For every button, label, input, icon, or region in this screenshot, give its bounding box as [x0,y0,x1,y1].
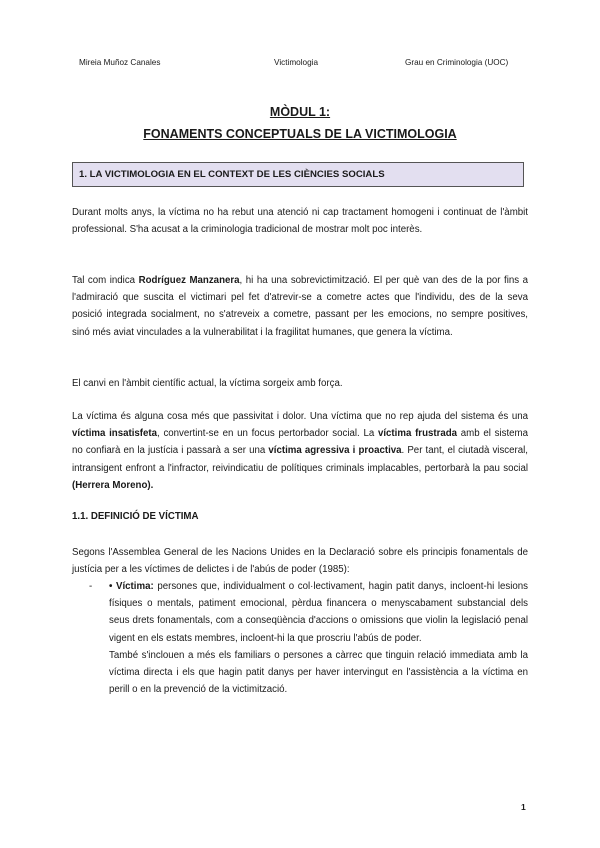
header-degree: Grau en Criminologia (UOC) [405,58,509,67]
p4-text-a: La víctima és alguna cosa més que passivitat i dolor. Una víctima que no rep ajuda del sistema és una [72,411,528,422]
list-item-term: • Víctima: [109,581,154,592]
p2-text-post: , hi ha una sobrevictimització. El per què van des de la por fins a l'admiració que suscita el victimari pel fet d'atrevir-se a cometre actes que l'individu, des de la seva posició integrada socialment, no s'atreveix a cometre, passant per les emocions, no sempre positives, sinó més aviat vinculades a la vulnerabilitat i la fragilitat humanes, que genera la víctima. [72,275,528,338]
list-item-text: persones que, individualment o col·lectivament, hagin patit danys, incloent-hi lesions físiques o mentals, patiment emocional, pèrdua financera o menyscabament substancial dels seus drets fonamentals, com a conseqüència d'accions o omissions que violin la legislació penal vigent en els estats membres, incloent-hi la que proscriu l'abús de poder. [109,581,528,644]
definition-list [89,578,528,698]
p4-text-g: . Per tant, el ciutadà visceral, intransigent enfront a l'infractor, reivindicatiu de polítiques criminals implacables, pertorbarà la pau social [72,445,528,474]
list-item-extension: També s'inclouen a més els familiars o persones a càrrec que tinguin relació immediata amb la víctima directa i els que hagin patit danys per haver intervingut en l'assistència a la víctima en perill o en la prevenció de la victimització. [109,649,528,696]
paragraph-canvi: El canvi en l'àmbit científic actual, la víctima sorgeix amb força. [72,378,343,389]
paragraph-sobrevictimitzacio [72,272,528,341]
paragraph-victima-types [72,408,528,494]
document-title [0,105,600,141]
p4-term-insatisfeta: víctima insatisfeta [72,428,158,440]
title-module: MÒDUL 1: [269,105,331,119]
page-number: 1 [521,802,526,812]
list-item [109,578,528,698]
list-item-definition [109,578,528,647]
subsection-heading: 1.1. DEFINICIÓ DE VÍCTIMA [72,511,199,522]
list-dash: - [89,581,93,592]
p4-term-agressiva: víctima agressiva i proactiva [268,445,402,457]
section-heading: 1. LA VICTIMOLOGIA EN EL CONTEXT DE LES CIÈNCIES SOCIALS [72,162,524,187]
header-subject: Victimologia [274,58,318,67]
p4-term-frustrada: víctima frustrada [377,428,458,440]
p2-text-pre: Tal com indica [72,275,139,286]
p4-citation: (Herrera Moreno). [72,479,154,491]
header-author: Mireia Muñoz Canales [79,58,161,67]
p4-text-e: amb el sistema no confiarà en la justícia i passarà a ser una [72,428,528,457]
title-main: FONAMENTS CONCEPTUALS DE LA VICTIMOLOGIA [143,127,457,141]
p2-author: Rodríguez Manzanera [138,275,240,286]
paragraph-intro: Durant molts anys, la víctima no ha rebut una atenció ni cap tractament homogeni i continuat de l'àmbit professional. S'ha acusat a la criminologia tradicional de mostrar molt poc interès. [72,207,528,236]
paragraph-definition-intro: Segons l'Assemblea General de les Nacions Unides en la Declaració sobre els principis fonamentals de justícia per a les víctimes de delictes i de l'abús de poder (1985): [72,547,528,576]
p4-text-c: , convertint-se en un focus pertorbador social. La [157,428,378,440]
